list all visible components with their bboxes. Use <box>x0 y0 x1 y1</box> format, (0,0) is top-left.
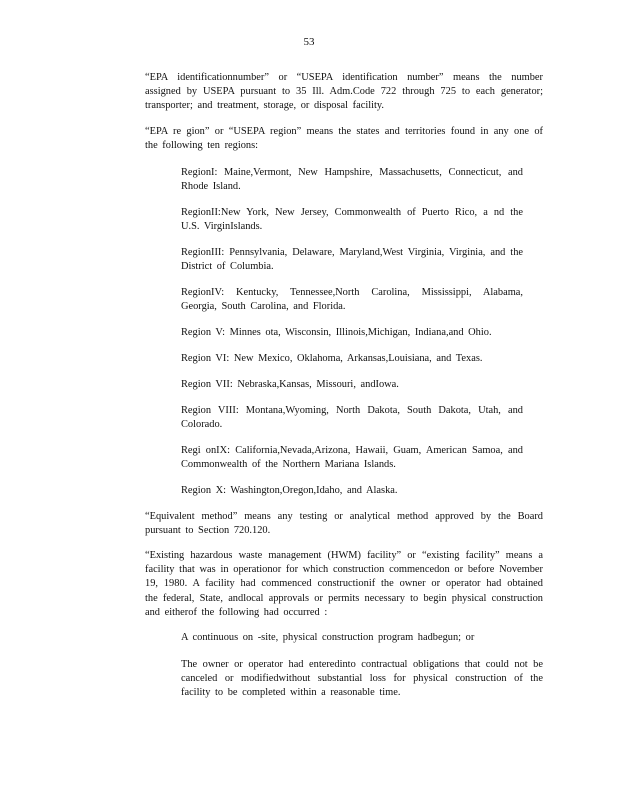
definition-existing-facility: “Existing hazardous waste management (HWM) facility” or “existing facility” means a facility that was in operationor for which construction commencedon or before November 19, 1980. A facility had commenced constructionif the owner or operator had obtained the federal, State, andlocal approvals or permits necessary to begin physical construction and eitherof the following had occurred : <box>145 550 543 618</box>
region-3: RegionIII: Pennsylvania, Delaware, Maryland,West Virginia, Virginia, and the District of Columbia. <box>181 247 523 273</box>
region-7: Region VII: Nebraska,Kansas, Missouri, andIowa. <box>181 379 399 390</box>
definition-epa-identification-number: “EPA identificationnumber” or “USEPA identification number” means the number assigned by USEPA pursuant to 35 Ill. Adm.Code 722 through 725 to each generator; transporter; and treatment, storage, or disposal facility. <box>145 72 543 112</box>
region-2: RegionII:New York, New Jersey, Commonwealth of Puerto Rico, a nd the U.S. VirginIslands. <box>181 207 523 233</box>
region-9: Regi onIX: California,Nevada,Arizona, Hawaii, Guam, American Samoa, and Commonwealth of the Northern Mariana Islands. <box>181 445 523 471</box>
condition-contractual-obligations: The owner or operator had enteredinto contractual obligations that could not be canceled or modifiedwithout substantial loss for physical construction of the facility to be completed within a reasonable time. <box>181 659 543 699</box>
condition-construction-program: A continuous on -site, physical construction program hadbegun; or <box>181 632 475 643</box>
definition-epa-region: “EPA re gion” or “USEPA region” means the states and territories found in any one of the following ten regions: <box>145 126 543 152</box>
region-10: Region X: Washington,Oregon,Idaho, and Alaska. <box>181 485 398 496</box>
region-5: Region V: Minnes ota, Wisconsin, Illinois,Michigan, Indiana,and Ohio. <box>181 327 492 338</box>
definition-equivalent-method: “Equivalent method” means any testing or analytical method approved by the Board pursuant to Section 720.120. <box>145 511 543 537</box>
region-1: RegionI: Maine,Vermont, New Hampshire, Massachusetts, Connecticut, and Rhode Island. <box>181 167 523 193</box>
page-number: 53 <box>303 36 315 48</box>
region-8: Region VIII: Montana,Wyoming, North Dakota, South Dakota, Utah, and Colorado. <box>181 405 523 431</box>
region-4: RegionIV: Kentucky, Tennessee,North Carolina, Mississippi, Alabama, Georgia, South Carolina, and Florida. <box>181 287 523 313</box>
region-6: Region VI: New Mexico, Oklahoma, Arkansas,Louisiana, and Texas. <box>181 353 483 364</box>
